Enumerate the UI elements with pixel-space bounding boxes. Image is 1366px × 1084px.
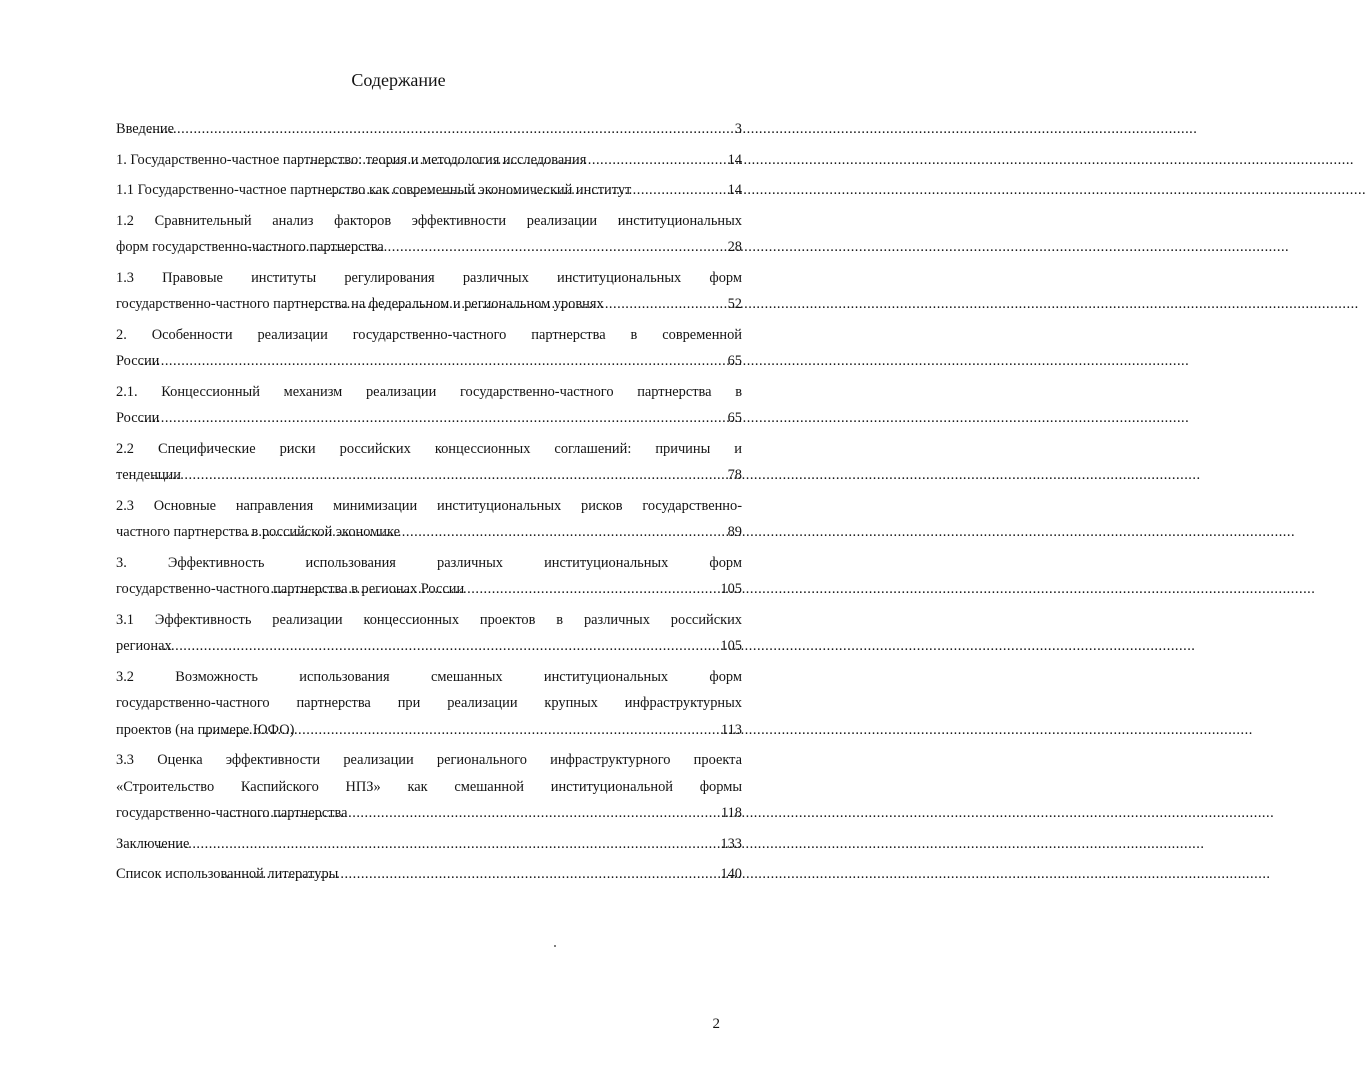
toc-text: регионах bbox=[116, 638, 172, 654]
toc-page-number: 78 bbox=[727, 467, 742, 483]
toc-line bbox=[116, 861, 742, 888]
toc-page-number: 89 bbox=[727, 524, 742, 540]
toc-page-number: 14 bbox=[727, 182, 742, 198]
leader-dots bbox=[152, 462, 727, 489]
toc-text: России bbox=[116, 410, 160, 426]
toc-entry-1-2 bbox=[116, 208, 742, 261]
toc-page-number: 133 bbox=[720, 835, 742, 852]
toc-line bbox=[116, 576, 742, 603]
leader-dots bbox=[204, 717, 720, 744]
toc-line bbox=[116, 462, 742, 489]
toc-line bbox=[116, 348, 742, 375]
toc-page-number: 28 bbox=[727, 239, 742, 255]
leader-dots bbox=[140, 348, 726, 375]
toc-text: частного партнерства в российской экономике bbox=[116, 524, 401, 540]
toc-text: тенденции bbox=[116, 467, 181, 483]
toc-line bbox=[116, 116, 742, 143]
toc-text: 1. Государственно-частное партнерство: теория и методология исследования bbox=[116, 151, 587, 168]
toc-text: Введение bbox=[116, 121, 175, 137]
toc-entry-chapter-1 bbox=[116, 147, 742, 174]
leader-dots bbox=[240, 234, 726, 261]
leader-dots bbox=[148, 116, 733, 143]
toc-text: государственно-частного партнерства bbox=[116, 805, 348, 821]
leader-dots bbox=[317, 177, 726, 204]
toc-line bbox=[116, 800, 742, 827]
leader-dots bbox=[155, 831, 719, 858]
toc-text: 3.3 Оценка эффективности реализации регионального инфраструктурного проекта bbox=[116, 752, 742, 768]
table-of-contents bbox=[116, 116, 742, 892]
toc-line bbox=[116, 291, 742, 318]
toc-text: государственно-частного партнерства при реализации крупных инфраструктурных bbox=[116, 695, 742, 711]
toc-text: 2.3 Основные направления минимизации институциональных рисков государственно- bbox=[116, 497, 742, 514]
page-title: Содержание bbox=[351, 70, 446, 90]
leader-dots bbox=[266, 576, 719, 603]
toc-page-number: 3 bbox=[734, 121, 742, 137]
toc-entry-references bbox=[116, 861, 742, 888]
toc-page-number: 52 bbox=[727, 296, 742, 312]
leader-dots bbox=[246, 519, 727, 546]
toc-line bbox=[116, 831, 742, 858]
toc-page-number: 105 bbox=[720, 638, 742, 654]
page-number: 2 bbox=[712, 1016, 720, 1032]
scan-speck bbox=[554, 945, 556, 947]
toc-line bbox=[116, 177, 742, 204]
toc-text: 1.2 Сравнительный анализ факторов эффективности реализации институциональных bbox=[116, 212, 742, 229]
toc-text: 1.1 Государственно-частное партнерство как современный экономический институт bbox=[116, 182, 632, 198]
leader-dots bbox=[310, 291, 727, 318]
toc-entry-1-3 bbox=[116, 265, 742, 318]
toc-entry-3-3 bbox=[116, 747, 742, 827]
toc-text: 2. Особенности реализации государственно-частного партнерства в современной bbox=[116, 326, 742, 343]
toc-text: России bbox=[116, 353, 160, 369]
toc-page-number: 118 bbox=[720, 805, 742, 821]
toc-text: 3.2 Возможность использования смешанных институциональных форм bbox=[116, 668, 742, 685]
toc-text: форм государственно-частного партнерства bbox=[116, 239, 384, 255]
toc-entry-1-1 bbox=[116, 177, 742, 204]
toc-entry-chapter-3 bbox=[116, 550, 742, 603]
toc-text: 3.1 Эффективность реализации концессионных проектов в различных российских bbox=[116, 611, 742, 628]
toc-line bbox=[116, 633, 742, 660]
toc-line bbox=[116, 717, 742, 744]
toc-text: государственно-частного партнерства в регионах России bbox=[116, 581, 465, 597]
toc-text: 3. Эффективность использования различных институциональных форм bbox=[116, 554, 742, 571]
toc-page-number: 14 bbox=[727, 151, 742, 168]
toc-page-number: 105 bbox=[720, 581, 742, 597]
toc-entry-2-3 bbox=[116, 493, 742, 546]
toc-page-number: 113 bbox=[720, 721, 742, 738]
leader-dots bbox=[222, 861, 720, 888]
toc-text: Список использованной литературы bbox=[116, 866, 339, 882]
leader-dots bbox=[140, 405, 726, 432]
toc-text: 1.3 Правовые институты регулирования различных институциональных форм bbox=[116, 269, 742, 286]
toc-entry-introduction bbox=[116, 116, 742, 143]
toc-entry-2-1 bbox=[116, 379, 742, 432]
toc-text: 2.1. Концессионный механизм реализации государственно-частного партнерства в bbox=[116, 383, 742, 400]
toc-text: проектов (на примере ЮФО) bbox=[116, 721, 295, 738]
toc-page-number: 65 bbox=[727, 353, 742, 369]
toc-text: «Строительство Каспийского НПЗ» как смешанной институциональной формы bbox=[116, 778, 742, 795]
toc-line bbox=[116, 405, 742, 432]
toc-entry-3-1 bbox=[116, 607, 742, 660]
toc-entry-3-2 bbox=[116, 664, 742, 744]
toc-line bbox=[116, 519, 742, 546]
leader-dots bbox=[146, 633, 719, 660]
toc-page-number: 65 bbox=[727, 410, 742, 426]
toc-text: государственно-частного партнерства на федеральном и региональном уровнях bbox=[116, 296, 604, 312]
leader-dots bbox=[305, 147, 727, 174]
toc-entry-chapter-2 bbox=[116, 322, 742, 375]
toc-line bbox=[116, 147, 742, 174]
leader-dots bbox=[225, 800, 720, 827]
toc-line bbox=[116, 234, 742, 261]
toc-page-number: 140 bbox=[720, 866, 742, 882]
toc-text: 2.2 Специфические риски российских концессионных соглашений: причины и bbox=[116, 440, 742, 457]
toc-entry-2-2 bbox=[116, 436, 742, 489]
toc-text: Заключение bbox=[116, 835, 190, 852]
toc-entry-conclusion bbox=[116, 831, 742, 858]
